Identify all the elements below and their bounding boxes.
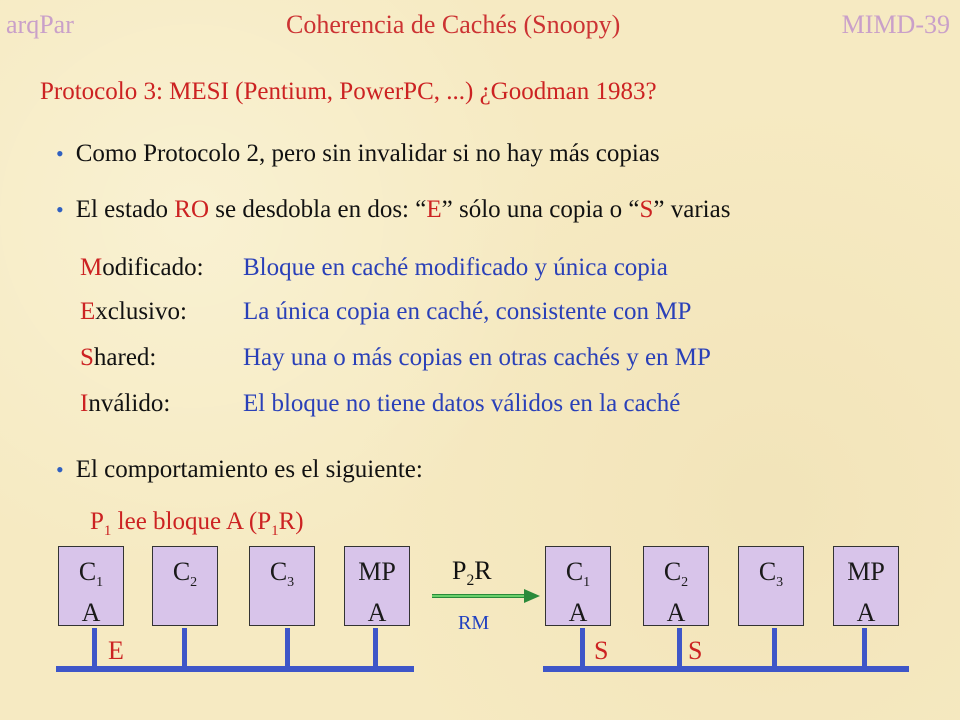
- state-label: hared:: [93, 344, 157, 371]
- example-caption: [90, 508, 304, 540]
- bus-tap: [772, 628, 777, 668]
- state-label: xclusivo:: [95, 298, 187, 325]
- state-label: odificado:: [102, 254, 204, 281]
- bullet-2: [56, 196, 730, 224]
- state-initial: M: [80, 254, 103, 281]
- transition-arrow-icon: [430, 586, 542, 606]
- state-label: nválido:: [88, 390, 171, 417]
- box-content: A: [666, 598, 686, 628]
- box-name: C: [269, 557, 288, 586]
- e-term: E: [426, 196, 442, 223]
- ro-term: RO: [174, 196, 210, 223]
- state-label-c1: S: [594, 636, 609, 665]
- cache-c3: [249, 546, 315, 626]
- caption-sub: 1: [103, 523, 112, 539]
- bullet-2-text-post: ” varias: [653, 196, 731, 223]
- state-exclusive-desc: La única copia en caché, consistente con MP: [243, 298, 692, 325]
- state-modified: [80, 254, 204, 282]
- bus-tap: [677, 628, 682, 668]
- transition-sub: 2: [466, 572, 475, 590]
- state-exclusive: [80, 298, 187, 326]
- state-invalid-desc: El bloque no tiene datos válidos en la caché: [243, 390, 681, 417]
- transition-p: P: [452, 556, 467, 585]
- bus-tap: [373, 628, 378, 668]
- bullet-1: [56, 140, 660, 168]
- bullet-icon: •: [56, 197, 64, 222]
- transition-action: RM: [458, 612, 490, 634]
- box-name: C: [663, 557, 682, 586]
- box-content: A: [568, 598, 588, 628]
- bullet-icon: •: [56, 141, 64, 166]
- box-name: MP: [358, 557, 396, 586]
- bullet-3-text: El comportamiento es el siguiente:: [75, 456, 423, 483]
- s-term: S: [639, 196, 654, 223]
- caption-rest: lee bloque A (P: [111, 508, 272, 535]
- system-bus: [543, 666, 909, 672]
- box-sub: 2: [681, 575, 689, 591]
- cache-c2: [152, 546, 218, 626]
- box-name: C: [78, 557, 97, 586]
- state-modified-desc: Bloque en caché modificado y única copia: [243, 254, 668, 281]
- main-memory: [833, 546, 899, 626]
- cache-c1: [58, 546, 124, 626]
- bus-tap: [580, 628, 585, 668]
- box-name: C: [565, 557, 584, 586]
- box-content: A: [81, 598, 101, 628]
- header-left: arqPar: [6, 10, 74, 39]
- bus-tap: [92, 628, 97, 668]
- cache-c2: [643, 546, 709, 626]
- state-label-c1: E: [108, 636, 124, 665]
- bullet-2-text-mid1: se desdobla en dos: “: [209, 196, 427, 223]
- box-sub: 1: [583, 575, 591, 591]
- box-content: A: [367, 598, 387, 628]
- box-sub: 3: [776, 575, 784, 591]
- caption-p: P: [90, 508, 104, 535]
- bullet-3: [56, 456, 423, 484]
- box-sub: 2: [190, 575, 198, 591]
- bullet-1-text: Como Protocolo 2, pero sin invalidar si no hay más copias: [75, 140, 660, 167]
- caption-sub2: 1: [271, 523, 279, 539]
- subtitle: Protocolo 3: MESI (Pentium, PowerPC, ...) ¿Goodman 1983?: [40, 78, 657, 105]
- box-name: C: [172, 557, 191, 586]
- bullet-2-text-pre: El estado: [75, 196, 175, 223]
- header-right: MIMD-39: [841, 10, 950, 39]
- box-sub: 1: [96, 575, 104, 591]
- state-shared: [80, 344, 156, 372]
- main-memory: [344, 546, 410, 626]
- state-invalid: [80, 390, 170, 418]
- bus-tap: [182, 628, 187, 668]
- box-content: A: [856, 598, 876, 628]
- state-initial: E: [80, 298, 96, 325]
- bullet-icon: •: [56, 457, 64, 482]
- caption-end: R): [278, 508, 304, 535]
- box-name: MP: [847, 557, 885, 586]
- state-shared-desc: Hay una o más copias en otras cachés y en MP: [243, 344, 711, 371]
- slide-title: Coherencia de Cachés (Snoopy): [286, 10, 621, 39]
- cache-c1: [545, 546, 611, 626]
- bullet-2-text-mid2: ” sólo una copia o “: [441, 196, 640, 223]
- transition-r: R: [474, 556, 492, 585]
- bus-tap: [862, 628, 867, 668]
- box-name: C: [758, 557, 777, 586]
- system-bus: [56, 666, 414, 672]
- state-initial: S: [80, 344, 94, 371]
- state-label-c2: S: [688, 636, 703, 665]
- cache-c3: [738, 546, 804, 626]
- state-initial: I: [80, 390, 89, 417]
- box-sub: 3: [287, 575, 295, 591]
- bus-tap: [285, 628, 290, 668]
